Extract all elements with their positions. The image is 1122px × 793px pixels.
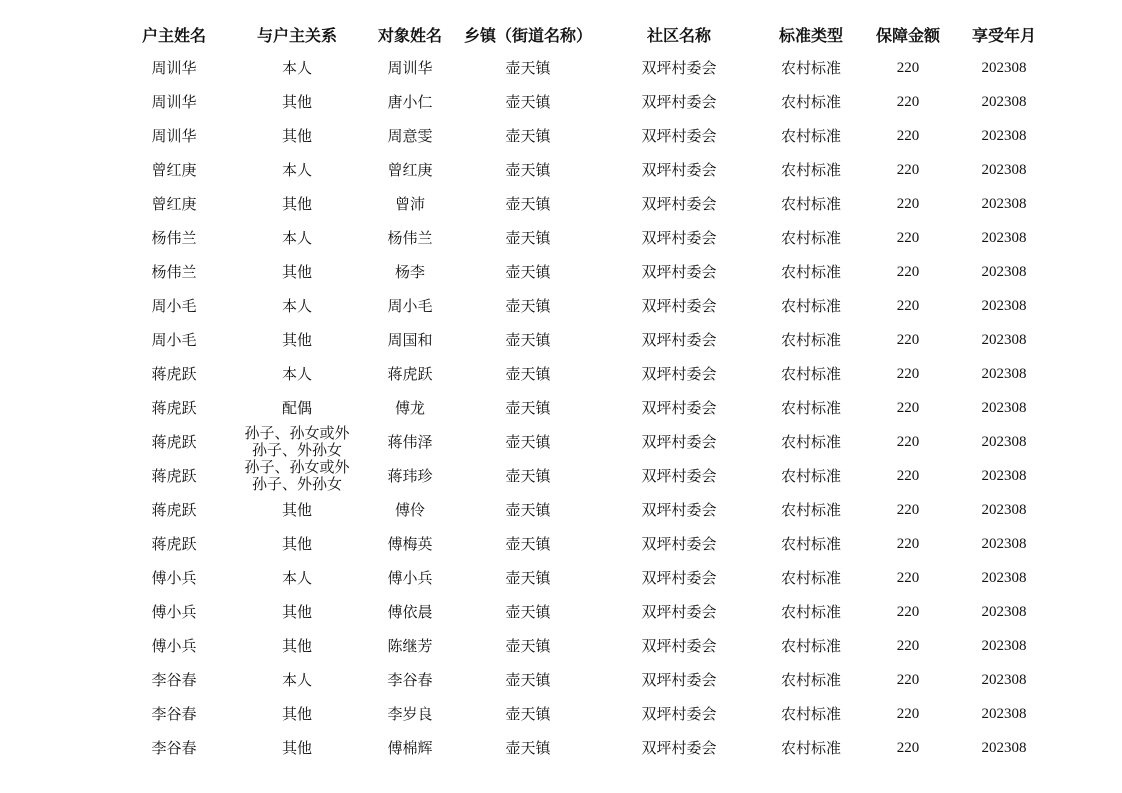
household-head-cell: 蒋虎跃 [151,534,197,553]
town-cell: 壶天镇 [505,126,551,145]
community-cell: 双坪村委会 [641,126,717,145]
month-cell: 202308 [981,229,1027,246]
town-cell: 壶天镇 [505,466,551,485]
subject-name-cell: 曾红庚 [387,160,433,179]
community-cell: 双坪村委会 [641,568,717,587]
household-head-cell: 傅小兵 [151,602,197,621]
table-row [110,629,1048,663]
standard-type-cell: 农村标准 [781,534,842,553]
subject-name-cell: 陈继芳 [387,636,433,655]
community-cell: 双坪村委会 [641,194,717,213]
standard-type-cell: 农村标准 [781,194,842,213]
household-head-cell: 李谷春 [151,704,197,723]
relation-cell: 本人 [281,296,312,315]
subject-name-cell: 唐小仁 [387,92,433,111]
month-cell: 202308 [981,739,1027,756]
town-cell: 壶天镇 [505,262,551,281]
household-head-cell: 周训华 [151,92,197,111]
relation-cell: 本人 [281,58,312,77]
subject-name-cell: 蒋虎跃 [387,364,433,383]
standard-type-cell: 农村标准 [781,228,842,247]
table-row [110,153,1048,187]
town-cell: 壶天镇 [505,92,551,111]
household-head-cell: 曾红庚 [151,160,197,179]
month-cell: 202308 [981,501,1027,518]
standard-type-cell: 农村标准 [781,126,842,145]
month-cell: 202308 [981,603,1027,620]
table-row [110,289,1048,323]
table-row [110,187,1048,221]
amount-cell: 220 [896,501,920,518]
household-head-cell: 周小毛 [151,330,197,349]
subject-name-cell: 蒋玮珍 [387,466,433,485]
month-cell: 202308 [981,535,1027,552]
table-row [110,663,1048,697]
assistance-table [110,17,1048,765]
standard-type-cell: 农村标准 [781,500,842,519]
standard-type-cell: 农村标准 [781,330,842,349]
table-row [110,459,1048,493]
community-cell: 双坪村委会 [641,670,717,689]
table-row [110,697,1048,731]
subject-name-cell: 蒋伟泽 [387,432,433,451]
standard-type-cell: 农村标准 [781,636,842,655]
amount-cell: 220 [896,671,920,688]
household-head-cell: 杨伟兰 [151,262,197,281]
table-row [110,561,1048,595]
amount-cell: 220 [896,59,920,76]
household-head-cell: 蒋虎跃 [151,432,197,451]
standard-type-cell: 农村标准 [781,398,842,417]
month-cell: 202308 [981,331,1027,348]
relation-cell: 其他 [281,262,312,281]
amount-cell: 220 [896,739,920,756]
month-cell: 202308 [981,195,1027,212]
table-row [110,493,1048,527]
amount-cell: 220 [896,195,920,212]
table-row [110,425,1048,459]
relation-cell: 配偶 [281,398,312,417]
amount-cell: 220 [896,637,920,654]
month-cell: 202308 [981,569,1027,586]
town-cell: 壶天镇 [505,160,551,179]
standard-type-cell: 农村标准 [781,602,842,621]
community-cell: 双坪村委会 [641,704,717,723]
community-cell: 双坪村委会 [641,262,717,281]
amount-cell: 220 [896,535,920,552]
column-header-month: 享受年月 [972,25,1037,45]
standard-type-cell: 农村标准 [781,364,842,383]
amount-cell: 220 [896,127,920,144]
relation-cell: 孙子、孙女或外孙子、外孙女 [244,425,350,459]
town-cell: 壶天镇 [505,194,551,213]
table-row [110,731,1048,765]
community-cell: 双坪村委会 [641,92,717,111]
subject-name-cell: 李岁良 [387,704,433,723]
month-cell: 202308 [981,59,1027,76]
relation-cell: 其他 [281,92,312,111]
town-cell: 壶天镇 [505,602,551,621]
household-head-cell: 傅小兵 [151,568,197,587]
community-cell: 双坪村委会 [641,228,717,247]
subject-name-cell: 周意雯 [387,126,433,145]
town-cell: 壶天镇 [505,296,551,315]
household-head-cell: 蒋虎跃 [151,500,197,519]
subject-name-cell: 周训华 [387,58,433,77]
table-row [110,357,1048,391]
amount-cell: 220 [896,705,920,722]
amount-cell: 220 [896,331,920,348]
subject-name-cell: 周国和 [387,330,433,349]
relation-cell: 孙子、孙女或外孙子、外孙女 [244,459,350,493]
month-cell: 202308 [981,433,1027,450]
column-header-relation: 与户主关系 [256,25,337,45]
household-head-cell: 曾红庚 [151,194,197,213]
community-cell: 双坪村委会 [641,500,717,519]
community-cell: 双坪村委会 [641,534,717,553]
table-row [110,391,1048,425]
table-row [110,595,1048,629]
month-cell: 202308 [981,399,1027,416]
household-head-cell: 周训华 [151,126,197,145]
standard-type-cell: 农村标准 [781,296,842,315]
community-cell: 双坪村委会 [641,160,717,179]
town-cell: 壶天镇 [505,534,551,553]
community-cell: 双坪村委会 [641,602,717,621]
household-head-cell: 杨伟兰 [151,228,197,247]
relation-cell: 本人 [281,364,312,383]
standard-type-cell: 农村标准 [781,670,842,689]
relation-cell: 其他 [281,738,312,757]
town-cell: 壶天镇 [505,364,551,383]
household-head-cell: 傅小兵 [151,636,197,655]
subject-name-cell: 杨李 [394,262,425,281]
amount-cell: 220 [896,297,920,314]
subject-name-cell: 杨伟兰 [387,228,433,247]
relation-cell: 本人 [281,670,312,689]
standard-type-cell: 农村标准 [781,704,842,723]
relation-cell: 其他 [281,500,312,519]
month-cell: 202308 [981,467,1027,484]
town-cell: 壶天镇 [505,670,551,689]
town-cell: 壶天镇 [505,432,551,451]
month-cell: 202308 [981,127,1027,144]
month-cell: 202308 [981,637,1027,654]
column-header-community: 社区名称 [647,25,712,45]
household-head-cell: 李谷春 [151,738,197,757]
community-cell: 双坪村委会 [641,636,717,655]
town-cell: 壶天镇 [505,704,551,723]
community-cell: 双坪村委会 [641,364,717,383]
standard-type-cell: 农村标准 [781,58,842,77]
subject-name-cell: 李谷春 [387,670,433,689]
subject-name-cell: 傅依晨 [387,602,433,621]
column-header-amount: 保障金额 [876,25,941,45]
subject-name-cell: 周小毛 [387,296,433,315]
amount-cell: 220 [896,263,920,280]
community-cell: 双坪村委会 [641,296,717,315]
relation-cell: 其他 [281,636,312,655]
month-cell: 202308 [981,297,1027,314]
table-header-row [110,17,1048,51]
subject-name-cell: 傅梅英 [387,534,433,553]
amount-cell: 220 [896,229,920,246]
table-row [110,85,1048,119]
amount-cell: 220 [896,603,920,620]
standard-type-cell: 农村标准 [781,568,842,587]
table-row [110,255,1048,289]
relation-cell: 其他 [281,126,312,145]
relation-cell: 其他 [281,330,312,349]
community-cell: 双坪村委会 [641,398,717,417]
household-head-cell: 蒋虎跃 [151,398,197,417]
column-header-standard-type: 标准类型 [779,25,844,45]
column-header-town: 乡镇（街道名称） [464,25,593,45]
household-head-cell: 李谷春 [151,670,197,689]
town-cell: 壶天镇 [505,568,551,587]
town-cell: 壶天镇 [505,738,551,757]
community-cell: 双坪村委会 [641,58,717,77]
relation-cell: 其他 [281,602,312,621]
table-row [110,527,1048,561]
month-cell: 202308 [981,705,1027,722]
town-cell: 壶天镇 [505,636,551,655]
town-cell: 壶天镇 [505,500,551,519]
standard-type-cell: 农村标准 [781,432,842,451]
amount-cell: 220 [896,569,920,586]
amount-cell: 220 [896,467,920,484]
community-cell: 双坪村委会 [641,432,717,451]
town-cell: 壶天镇 [505,398,551,417]
town-cell: 壶天镇 [505,228,551,247]
standard-type-cell: 农村标准 [781,92,842,111]
standard-type-cell: 农村标准 [781,262,842,281]
month-cell: 202308 [981,365,1027,382]
subject-name-cell: 傅伶 [394,500,425,519]
community-cell: 双坪村委会 [641,330,717,349]
table-row [110,221,1048,255]
amount-cell: 220 [896,433,920,450]
amount-cell: 220 [896,161,920,178]
month-cell: 202308 [981,93,1027,110]
community-cell: 双坪村委会 [641,466,717,485]
amount-cell: 220 [896,399,920,416]
standard-type-cell: 农村标准 [781,160,842,179]
table-row [110,323,1048,357]
amount-cell: 220 [896,365,920,382]
relation-cell: 其他 [281,704,312,723]
month-cell: 202308 [981,161,1027,178]
table-row [110,51,1048,85]
subject-name-cell: 曾沛 [394,194,425,213]
subject-name-cell: 傅小兵 [387,568,433,587]
table-row [110,119,1048,153]
relation-cell: 本人 [281,228,312,247]
standard-type-cell: 农村标准 [781,466,842,485]
subject-name-cell: 傅龙 [394,398,425,417]
subject-name-cell: 傅棉辉 [387,738,433,757]
household-head-cell: 周训华 [151,58,197,77]
month-cell: 202308 [981,671,1027,688]
community-cell: 双坪村委会 [641,738,717,757]
household-head-cell: 蒋虎跃 [151,466,197,485]
table-body [110,51,1048,765]
town-cell: 壶天镇 [505,330,551,349]
relation-cell: 其他 [281,194,312,213]
household-head-cell: 周小毛 [151,296,197,315]
household-head-cell: 蒋虎跃 [151,364,197,383]
column-header-household-head: 户主姓名 [141,25,206,45]
town-cell: 壶天镇 [505,58,551,77]
amount-cell: 220 [896,93,920,110]
column-header-subject-name: 对象姓名 [377,25,442,45]
relation-cell: 本人 [281,568,312,587]
month-cell: 202308 [981,263,1027,280]
standard-type-cell: 农村标准 [781,738,842,757]
relation-cell: 其他 [281,534,312,553]
relation-cell: 本人 [281,160,312,179]
